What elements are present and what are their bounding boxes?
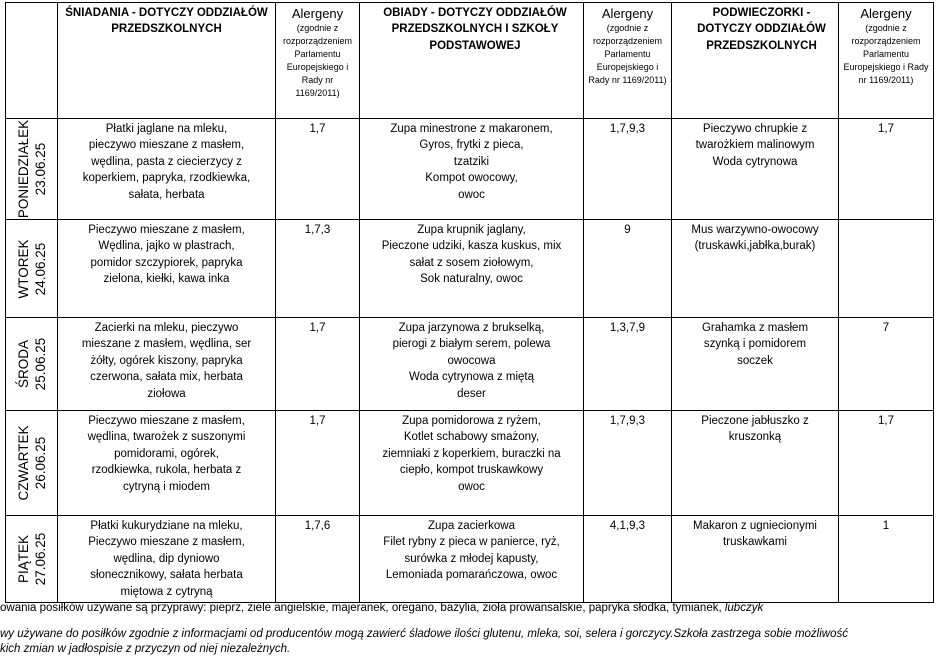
lunch-allergens-value: 1,7,9,3 [584, 411, 672, 516]
allergens-note: (zgodnie z rozporządzeniem Parlamentu Europejskiego i Rady nr 1169/2011) [588, 23, 667, 85]
lunch-cell [360, 318, 584, 411]
snack-allergens-value: 1 [839, 516, 934, 603]
breakfast-cell [58, 516, 276, 603]
menu-line: pierogi z białym serem, polewa [392, 338, 551, 351]
day-name: CZWARTEK [15, 425, 31, 501]
day-date: 26.06.25 [32, 436, 48, 490]
menu-line: Lemoniada pomarańczowa, owoc [385, 569, 558, 582]
day-name: PIĄTEK [15, 535, 31, 584]
menu-line: koperkiem, papryka, rzodkiewka, [82, 172, 251, 185]
day-cell [6, 411, 58, 516]
menu-line: sałata, herbata [128, 188, 205, 201]
menu-line: miętowa z cytryną [120, 585, 213, 598]
day-label [15, 239, 49, 298]
menu-line: Sok naturalny, owoc [420, 273, 523, 286]
breakfast-allergens-value: 1,7 [276, 411, 360, 516]
menu-line: Woda cytrynowa [712, 155, 798, 168]
menu-line: Zupa minestrone z makaronem, [390, 123, 553, 135]
menu-line: sałat z sosem ziołowym, [409, 256, 534, 269]
lunch-cell [360, 119, 584, 220]
snack-cell [672, 119, 839, 220]
menu-line: zielona, kiełki, kawa inka [103, 273, 230, 286]
allergens-title: Alergeny [601, 6, 654, 21]
header-row [6, 3, 934, 119]
menu-line: Pieczywo mieszane z masłem, [88, 224, 245, 236]
day-name: WTOREK [15, 238, 31, 299]
day-cell [6, 119, 58, 220]
breakfast-cell [58, 119, 276, 220]
footnote-spices [0, 601, 763, 616]
snack-cell [672, 318, 839, 411]
day-row [6, 516, 934, 603]
menu-line: wędlina, dip dyniowo [113, 552, 220, 565]
day-row [6, 220, 934, 318]
breakfast-allergens-value: 1,7,3 [276, 220, 360, 318]
allergens-title: Alergeny [291, 6, 344, 21]
menu-line: ziemniaki z koperkiem, buraczki na [382, 447, 561, 460]
snack-cell [672, 411, 839, 516]
menu-line: Pieczywo chrupkie z [702, 123, 808, 135]
menu-line: pieczywo mieszane z masłem, [88, 139, 245, 152]
corner-cell [6, 3, 58, 119]
day-label [15, 338, 49, 391]
menu-line: żółty, ogórek kiszony, papryka [90, 354, 243, 367]
lunch-allergens-value: 4,1,9,3 [584, 516, 672, 603]
breakfast-cell [58, 220, 276, 318]
lunch-header: OBIADY - DOTYCZY ODDZIAŁÓW PRZEDSZKOLNYCH I SZKOŁY PODSTAWOWEJ [360, 3, 584, 119]
menu-line: surówka z młodej kapusty, [404, 552, 539, 565]
menu-line: pomidorami, ogórek, [114, 447, 219, 460]
menu-line: Zupa zacierkowa [428, 520, 515, 532]
day-label [15, 120, 49, 218]
lunch-cell [360, 220, 584, 318]
menu-line: Gyros, frytki z pieca, [419, 139, 524, 152]
allergens-note: (zgodnie z rozporządzeniem Parlamentu Europejskiego i Rady nr 1169/2011) [282, 23, 353, 98]
menu-line: ciepło, kompot truskawkowy [399, 464, 544, 477]
day-row [6, 119, 934, 220]
menu-line: Zupa krupnik jaglany, [417, 224, 526, 236]
menu-line: Płatki kukurydziane na mleku, [90, 520, 243, 532]
lunch-cell [360, 516, 584, 603]
menu-line: owocowa [447, 354, 496, 367]
menu-line: Pieczywo mieszane z masłem, [88, 415, 245, 427]
day-name: PONIEDZIAŁEK [15, 119, 31, 219]
menu-line: czerwona, sałata mix, herbata [90, 371, 243, 384]
day-date: 23.06.25 [32, 142, 48, 196]
menu-line: (truskawki,jabłka,burak) [694, 240, 816, 253]
menu-line: Mus warzywno-owocowy [691, 224, 819, 236]
breakfast-allergens-header [276, 3, 360, 119]
menu-line: truskawkami [723, 536, 787, 549]
menu-line: rzodkiewka, rukola, herbata z [91, 464, 242, 477]
lunch-allergens-header [584, 3, 672, 119]
breakfast-cell [58, 318, 276, 411]
menu-line: pomidor szczypiorek, papryka [90, 256, 243, 269]
day-cell [6, 318, 58, 411]
snack-allergens-value: 1,7 [839, 119, 934, 220]
lunch-allergens-value: 1,3,7,9 [584, 318, 672, 411]
menu-line: Woda cytrynowa z miętą [408, 371, 535, 384]
breakfast-cell [58, 411, 276, 516]
menu-line: Zacierki na mleku, pieczywo [94, 322, 239, 334]
allergens-title: Alergeny [860, 6, 912, 21]
menu-line: Płatki jaglane na mleku, [105, 123, 228, 135]
breakfast-header: ŚNIADANIA - DOTYCZY ODDZIAŁÓW PRZEDSZKOLNYCH [58, 3, 276, 119]
footnote-changes: kich zmian w jadłospisie z przyczyn od niej niezależnych. [0, 643, 291, 655]
breakfast-allergens-value: 1,7 [276, 318, 360, 411]
menu-line: wędlina, twarożek z suszonymi [87, 431, 246, 444]
snack-header: PODWIECZORKI - DOTYCZY ODDZIAŁÓW PRZEDSZKOLNYCH [672, 3, 839, 119]
menu-line: tzatziki [453, 155, 490, 168]
snack-cell [672, 516, 839, 603]
day-date: 24.06.25 [32, 242, 48, 295]
day-cell [6, 516, 58, 603]
menu-line: szynką i pomidorem [703, 338, 807, 351]
menu-line: owoc [458, 188, 485, 201]
menu-line: Pieczywo mieszane z masłem, [88, 536, 245, 549]
menu-line: soczek [737, 354, 773, 367]
menu-line: Kompot owocowy, [425, 172, 518, 185]
menu-line: cytryną i miodem [123, 480, 210, 493]
snack-cell [672, 220, 839, 318]
menu-line: Kotlet schabowy smażony, [403, 431, 540, 444]
menu-line: Wędlina, jajko w plastrach, [98, 240, 235, 253]
menu-line: ziołowa [147, 387, 186, 400]
footnote-allergen-traces: wy używane do posiłków zgodnie z informacjami od producentów mogą zawierć śladowe ilości glutenu, mleka, soi, selera i gorczycy.Szkoła zastrzega sobie możliwość [0, 628, 848, 640]
breakfast-allergens-value: 1,7,6 [276, 516, 360, 603]
menu-line: Zupa pomidorowa z ryżem, [402, 415, 541, 427]
snack-allergens-value: 7 [839, 318, 934, 411]
menu-line: Pieczone udziki, kasza kuskus, mix [381, 240, 562, 253]
menu-line: mieszane z masłem, wędlina, ser [81, 338, 252, 351]
menu-line: Grahamka z masłem [701, 322, 809, 334]
lunch-allergens-value: 1,7,9,3 [584, 119, 672, 220]
menu-line: Makaron z ugniecionymi [692, 520, 817, 532]
menu-line: deser [457, 387, 486, 400]
breakfast-allergens-value: 1,7 [276, 119, 360, 220]
footnote-spices-italic: lubczyk [724, 602, 764, 614]
menu-line: Pieczone jabłuszko z [701, 415, 809, 427]
lunch-allergens-value: 9 [584, 220, 672, 318]
menu-table [5, 2, 934, 603]
day-row [6, 318, 934, 411]
menu-line: owoc [458, 480, 485, 493]
snack-allergens-value [839, 220, 934, 318]
day-label [15, 533, 49, 586]
menu-line: wędlina, pasta z ciecierzycy z [91, 155, 242, 168]
menu-line: słonecznikowy, sałata herbata [90, 569, 243, 582]
menu-line: Filet rybny z pieca w panierce, ryż, [383, 536, 560, 549]
menu-line: kruszonką [728, 431, 782, 444]
day-date: 25.06.25 [32, 337, 48, 391]
day-row [6, 411, 934, 516]
menu-line: Zupa jarzynowa z brukselką, [398, 322, 545, 334]
lunch-cell [360, 411, 584, 516]
allergens-note: (zgodnie z rozporządzeniem Parlamentu Europejskiego i Rady nr 1169/2011) [843, 23, 929, 85]
day-date: 27.06.25 [32, 532, 48, 586]
menu-line: twarożkiem malinowym [695, 139, 815, 152]
snack-allergens-header [839, 3, 934, 119]
day-label [15, 425, 49, 500]
snack-allergens-value: 1,7 [839, 411, 934, 516]
day-name: ŚRODA [15, 340, 31, 389]
footnote-spices-text: owania posiłków używane są przyprawy: pieprz, ziele angielskie, majeranek, oregano, bazylia, zioła prowansalskie, papryka słodka, tymianek, [0, 602, 725, 614]
day-cell [6, 220, 58, 318]
